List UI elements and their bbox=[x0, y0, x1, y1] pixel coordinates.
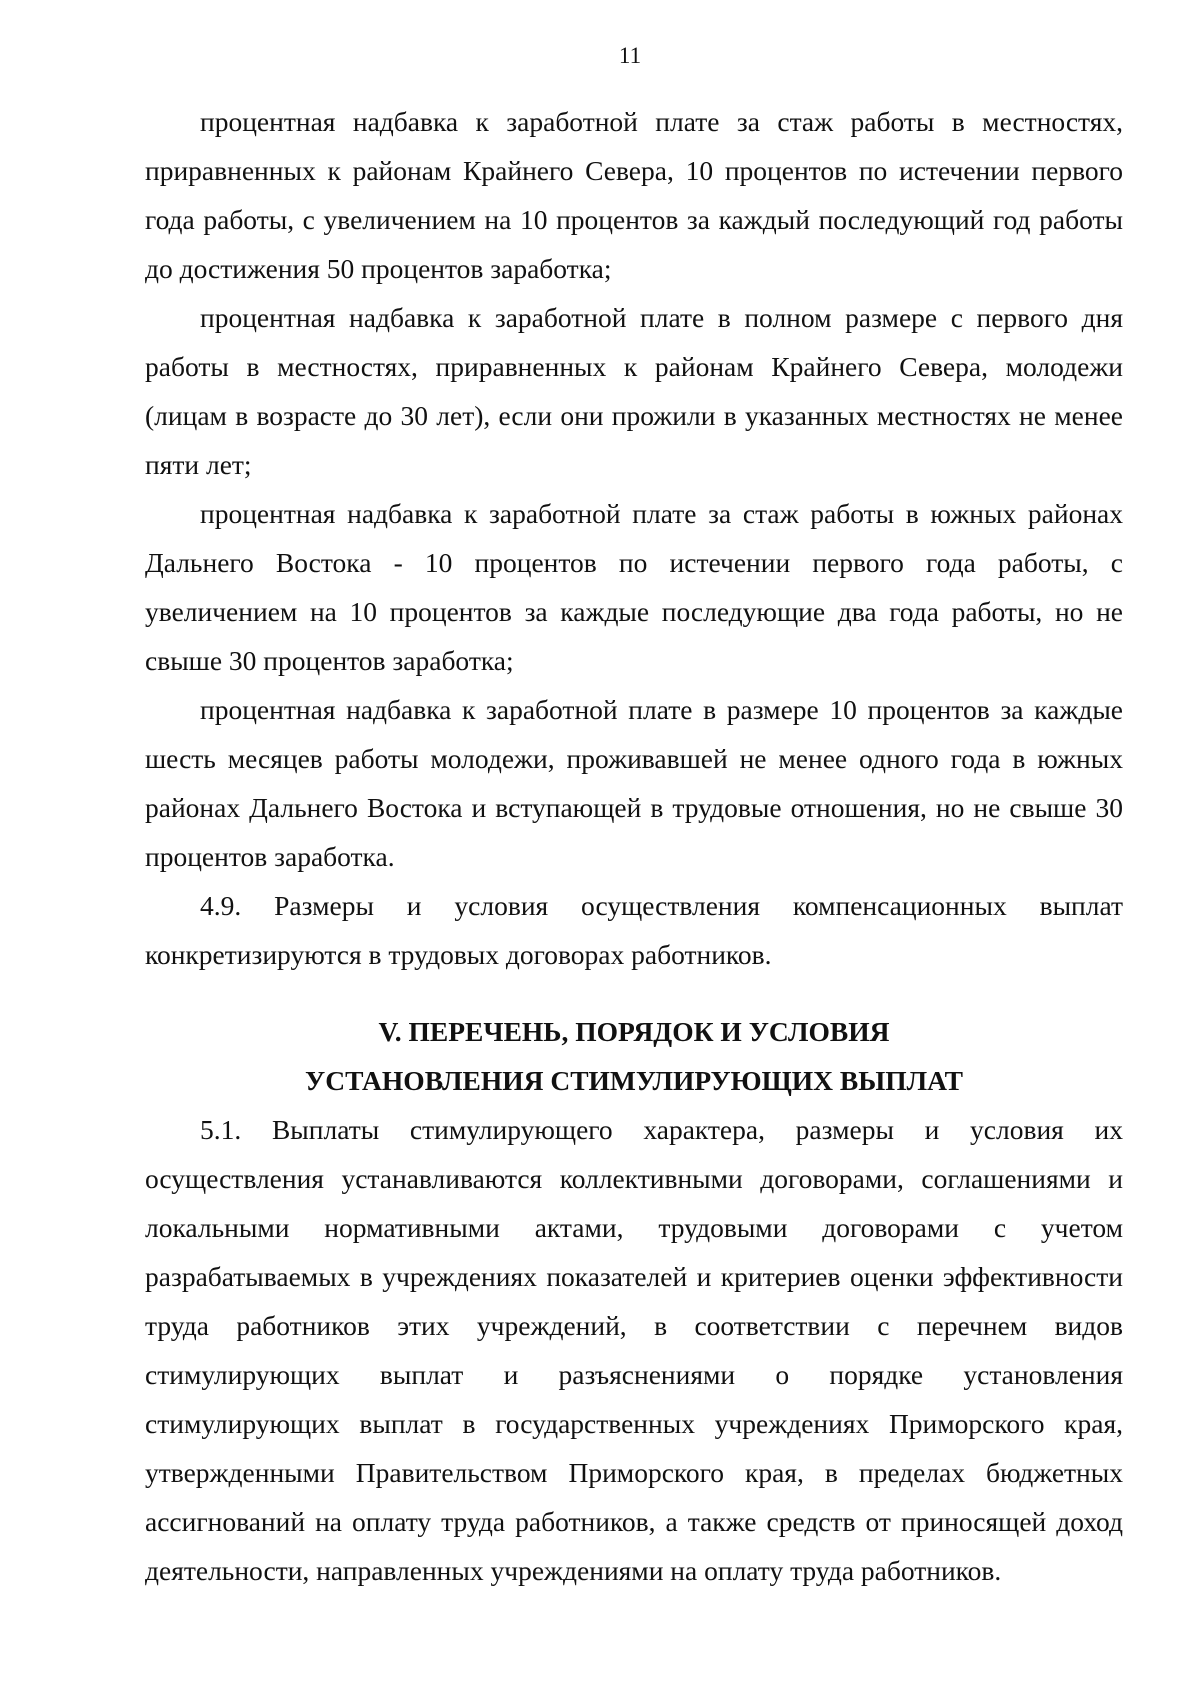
paragraph-clause-5-1: 5.1. Выплаты стимулирующего характера, размеры и условия их осуществления устанавливаются коллективными договорами, соглашениями и локальными нормативными актами, трудовыми договорами с учетом разрабатываемых в учреждениях показателей и критериев оценки эффективности труда работников этих учреждений, в соответствии с перечнем видов стимулирующих выплат и разъяснениями о порядке установления стимулирующих выплат в государственных учреждениях Приморского края, утвержденными Правительством Приморского края, в пределах бюджетных ассигнований на оплату труда работников, а также средств от приносящей доход деятельности, направленных учреждениями на оплату труда работников. bbox=[145, 1114, 1123, 1586]
section-heading-line-1: V. ПЕРЕЧЕНЬ, ПОРЯДОК И УСЛОВИЯ bbox=[378, 1016, 890, 1047]
paragraph-allowance-youth-far-east: процентная надбавка к заработной плате в размере 10 процентов за каждые шесть месяцев работы молодежи, проживавшей не менее одного года в южных районах Дальнего Востока и вступающей в трудовые отношения, но не свыше 30 процентов заработка. bbox=[145, 694, 1123, 872]
paragraph-allowance-far-north-equivalent: процентная надбавка к заработной плате за стаж работы в местностях, приравненных к районам Крайнего Севера, 10 процентов по истечении первого года работы, с увеличением на 10 процентов за каждый последующий год работы до достижения 50 процентов заработка; bbox=[145, 106, 1123, 284]
paragraph-allowance-youth-full: процентная надбавка к заработной плате в полном размере с первого дня работы в местностях, приравненных к районам Крайнего Севера, молодежи (лицам в возрасте до 30 лет), если они прожили в указанных местностях не менее пяти лет; bbox=[145, 302, 1123, 480]
page-number: 11 bbox=[618, 43, 642, 68]
paragraph-clause-4-9: 4.9. Размеры и условия осуществления компенсационных выплат конкретизируются в трудовых договорах работников. bbox=[145, 890, 1123, 970]
paragraph-allowance-far-east-south: процентная надбавка к заработной плате за стаж работы в южных районах Дальнего Востока - 10 процентов по истечении первого года работы, с увеличением на 10 процентов за каждые последующие два года работы, но не свыше 30 процентов заработка; bbox=[145, 498, 1123, 676]
section-heading-line-2: УСТАНОВЛЕНИЯ СТИМУЛИРУЮЩИХ ВЫПЛАТ bbox=[305, 1065, 963, 1096]
document-body bbox=[145, 97, 1123, 1595]
section-heading bbox=[145, 1007, 1123, 1105]
